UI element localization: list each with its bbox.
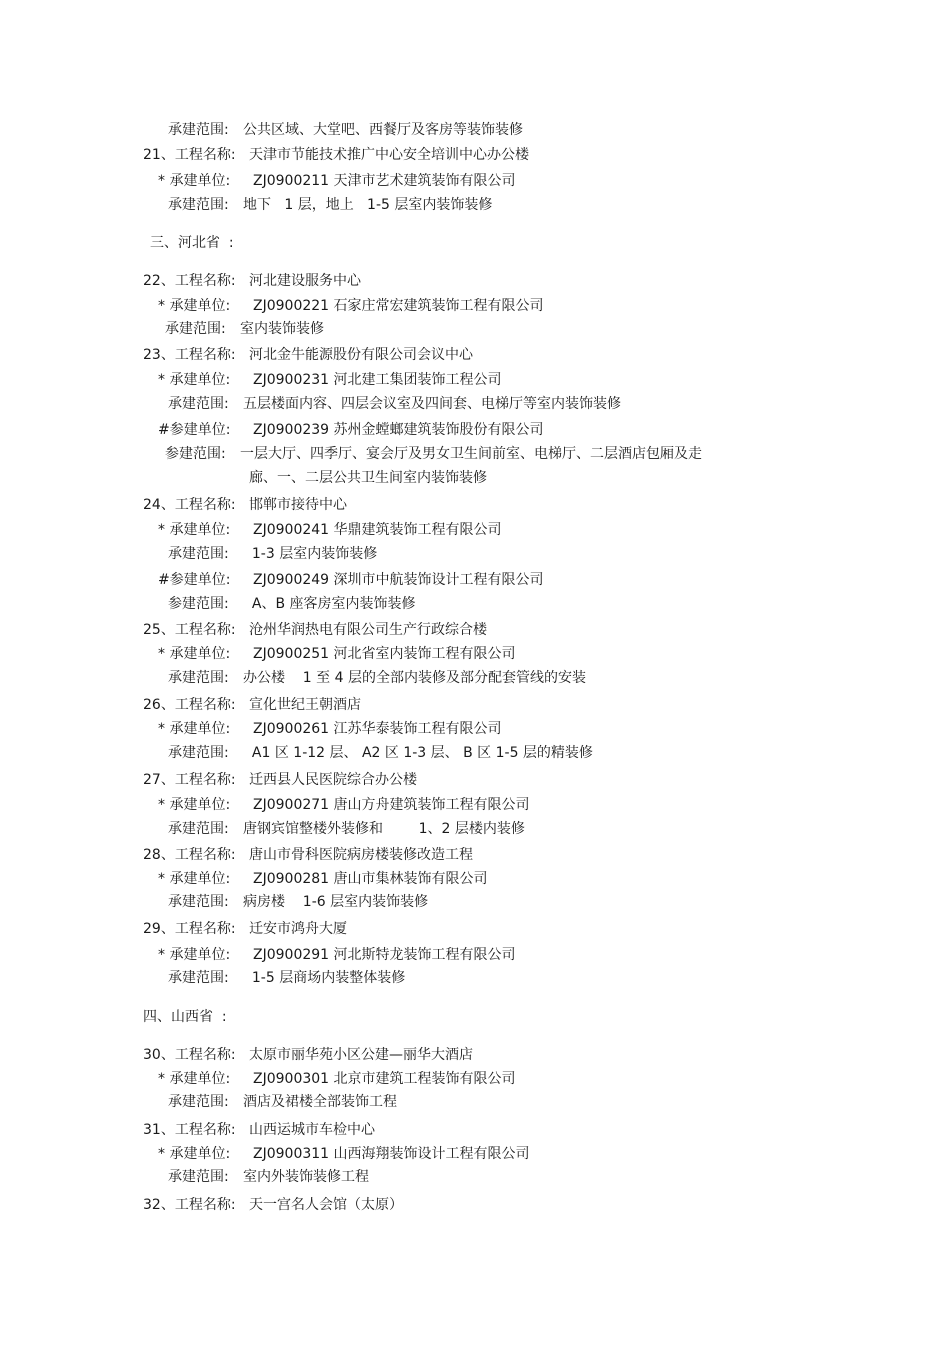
line-label: * 承建单位: [158,298,231,314]
line-value: 唐山市骨科医院病房楼装修改造工程 [249,847,473,863]
entry-line [0,595,950,613]
line-value: 迁安市鸿舟大厦 [249,921,347,937]
entry-line [0,1196,950,1214]
line-label: 承建范围: [168,970,229,986]
line-value: 河北建设服务中心 [249,273,361,289]
line-value: 山西运城市车检中心 [249,1122,375,1138]
line-value: 宣化世纪王朝酒店 [249,697,361,713]
line-label: 四、山西省 : [143,1009,227,1025]
entry-line [0,870,950,888]
line-label: 承建范围: [168,670,229,686]
line-label: #参建单位: [158,422,231,438]
line-label: 承建范围: [168,396,229,412]
line-label: 26、工程名称: [143,697,236,713]
line-label: 21、工程名称: [143,147,236,163]
line-label: 24、工程名称: [143,497,236,513]
line-label: 28、工程名称: [143,847,236,863]
line-value: ZJ0900291 河北斯特龙装饰工程有限公司 [253,947,516,963]
line-value: ZJ0900271 唐山方舟建筑装饰工程有限公司 [253,797,530,813]
line-label: 三、河北省 : [150,235,234,251]
entry-line [0,371,950,389]
line-label: * 承建单位: [158,372,231,388]
line-value: 一层大厅、四季厅、宴会厅及男女卫生间前室、电梯厅、二层酒店包厢及走 [240,446,702,462]
line-label: 承建范围: [168,745,229,761]
line-label: * 承建单位: [158,871,231,887]
entry-line [0,445,950,463]
line-value: 廊、一、二层公共卫生间室内装饰装修 [249,470,487,486]
line-value: 沧州华润热电有限公司生产行政综合楼 [249,622,487,638]
line-label: 参建范围: [168,596,229,612]
line-value: 唐钢宾馆整楼外装修和 1、2 层楼内装修 [243,821,525,837]
entry-line [0,1145,950,1163]
line-label: * 承建单位: [158,646,231,662]
line-label: 承建范围: [168,821,229,837]
entry-line [0,669,950,687]
entry-line [0,346,950,364]
entry-line [0,893,950,911]
entry-line [0,571,950,589]
line-value: A1 区 1-12 层、 A2 区 1-3 层、 B 区 1-5 层的精装修 [243,745,593,761]
section-heading [0,1008,950,1026]
section-heading [0,234,950,252]
line-label: 27、工程名称: [143,772,236,788]
line-value: 室内装饰装修 [240,321,324,337]
entry-line [0,172,950,190]
entry-line [0,297,950,315]
entry-line [0,469,950,487]
line-label: * 承建单位: [158,1146,231,1162]
entry-line [0,1168,950,1186]
line-label: 承建范围: [168,122,229,138]
line-value: ZJ0900251 河北省室内装饰工程有限公司 [253,646,516,662]
line-value: ZJ0900301 北京市建筑工程装饰有限公司 [253,1071,516,1087]
line-label: 30、工程名称: [143,1047,236,1063]
line-value: ZJ0900241 华鼎建筑装饰工程有限公司 [253,522,502,538]
entry-line [0,796,950,814]
line-label: * 承建单位: [158,721,231,737]
line-label: 32、工程名称: [143,1197,236,1213]
line-value: ZJ0900261 江苏华泰装饰工程有限公司 [253,721,502,737]
entry-line [0,969,950,987]
line-label: 承建范围: [165,321,226,337]
line-value: A、B 座客房室内装饰装修 [243,596,416,612]
line-value: 办公楼 1 至 4 层的全部内装修及部分配套管线的安装 [243,670,586,686]
entry-line [0,744,950,762]
line-value: 地下 1 层，地上 1-5 层室内装饰装修 [243,197,493,213]
entry-line [0,771,950,789]
line-label: * 承建单位: [158,1071,231,1087]
line-value: ZJ0900239 苏州金螳螂建筑装饰股份有限公司 [253,422,544,438]
entry-line [0,696,950,714]
entry-line [0,521,950,539]
line-value: 病房楼 1-6 层室内装饰装修 [243,894,429,910]
line-value: 邯郸市接待中心 [249,497,347,513]
entry-line [0,121,950,139]
entry-line [0,1121,950,1139]
entry-line [0,320,950,338]
line-value: 1-3 层室内装饰装修 [243,546,378,562]
entry-line [0,395,950,413]
line-label: 承建范围: [168,197,229,213]
line-label: 23、工程名称: [143,347,236,363]
line-value: 1-5 层商场内装整体装修 [243,970,406,986]
line-label: * 承建单位: [158,522,231,538]
line-value: 室内外装饰装修工程 [243,1169,369,1185]
line-value: ZJ0900231 河北建工集团装饰工程公司 [253,372,502,388]
line-label: * 承建单位: [158,173,231,189]
line-value: 公共区域、大堂吧、西餐厅及客房等装饰装修 [243,122,523,138]
line-value: 酒店及裙楼全部装饰工程 [243,1094,397,1110]
line-label: * 承建单位: [158,947,231,963]
line-value: 五层楼面内容、四层会议室及四间套、电梯厅等室内装饰装修 [243,396,621,412]
line-value: 迁西县人民医院综合办公楼 [249,772,417,788]
entry-line [0,421,950,439]
line-value: 太原市丽华苑小区公建—丽华大酒店 [249,1047,473,1063]
line-value: ZJ0900211 天津市艺术建筑装饰有限公司 [253,173,516,189]
entry-line [0,645,950,663]
entry-line [0,196,950,214]
entry-line [0,496,950,514]
line-value: 天一宫名人会馆（太原） [249,1197,403,1213]
entry-line [0,621,950,639]
entry-line [0,272,950,290]
entry-line [0,1093,950,1111]
line-label: 承建范围: [168,546,229,562]
line-value: ZJ0900311 山西海翔装饰设计工程有限公司 [253,1146,530,1162]
line-label: * 承建单位: [158,797,231,813]
entry-line [0,545,950,563]
line-label: 22、工程名称: [143,273,236,289]
entry-line [0,720,950,738]
entry-line [0,920,950,938]
line-label: 承建范围: [168,1094,229,1110]
line-label: 29、工程名称: [143,921,236,937]
line-label: 参建范围: [165,446,226,462]
line-label: 31、工程名称: [143,1122,236,1138]
entry-line [0,1070,950,1088]
line-value: 河北金牛能源股份有限公司会议中心 [249,347,473,363]
line-value: 天津市节能技术推广中心安全培训中心办公楼 [249,147,529,163]
line-label: #参建单位: [158,572,231,588]
line-value: ZJ0900249 深圳市中航装饰设计工程有限公司 [253,572,544,588]
line-value: ZJ0900221 石家庄常宏建筑装饰工程有限公司 [253,298,544,314]
entry-line [0,820,950,838]
line-label: 25、工程名称: [143,622,236,638]
line-value: ZJ0900281 唐山市集林装饰有限公司 [253,871,488,887]
entry-line [0,846,950,864]
entry-line [0,1046,950,1064]
entry-line [0,146,950,164]
line-label: 承建范围: [168,894,229,910]
entry-line [0,946,950,964]
line-label: 承建范围: [168,1169,229,1185]
